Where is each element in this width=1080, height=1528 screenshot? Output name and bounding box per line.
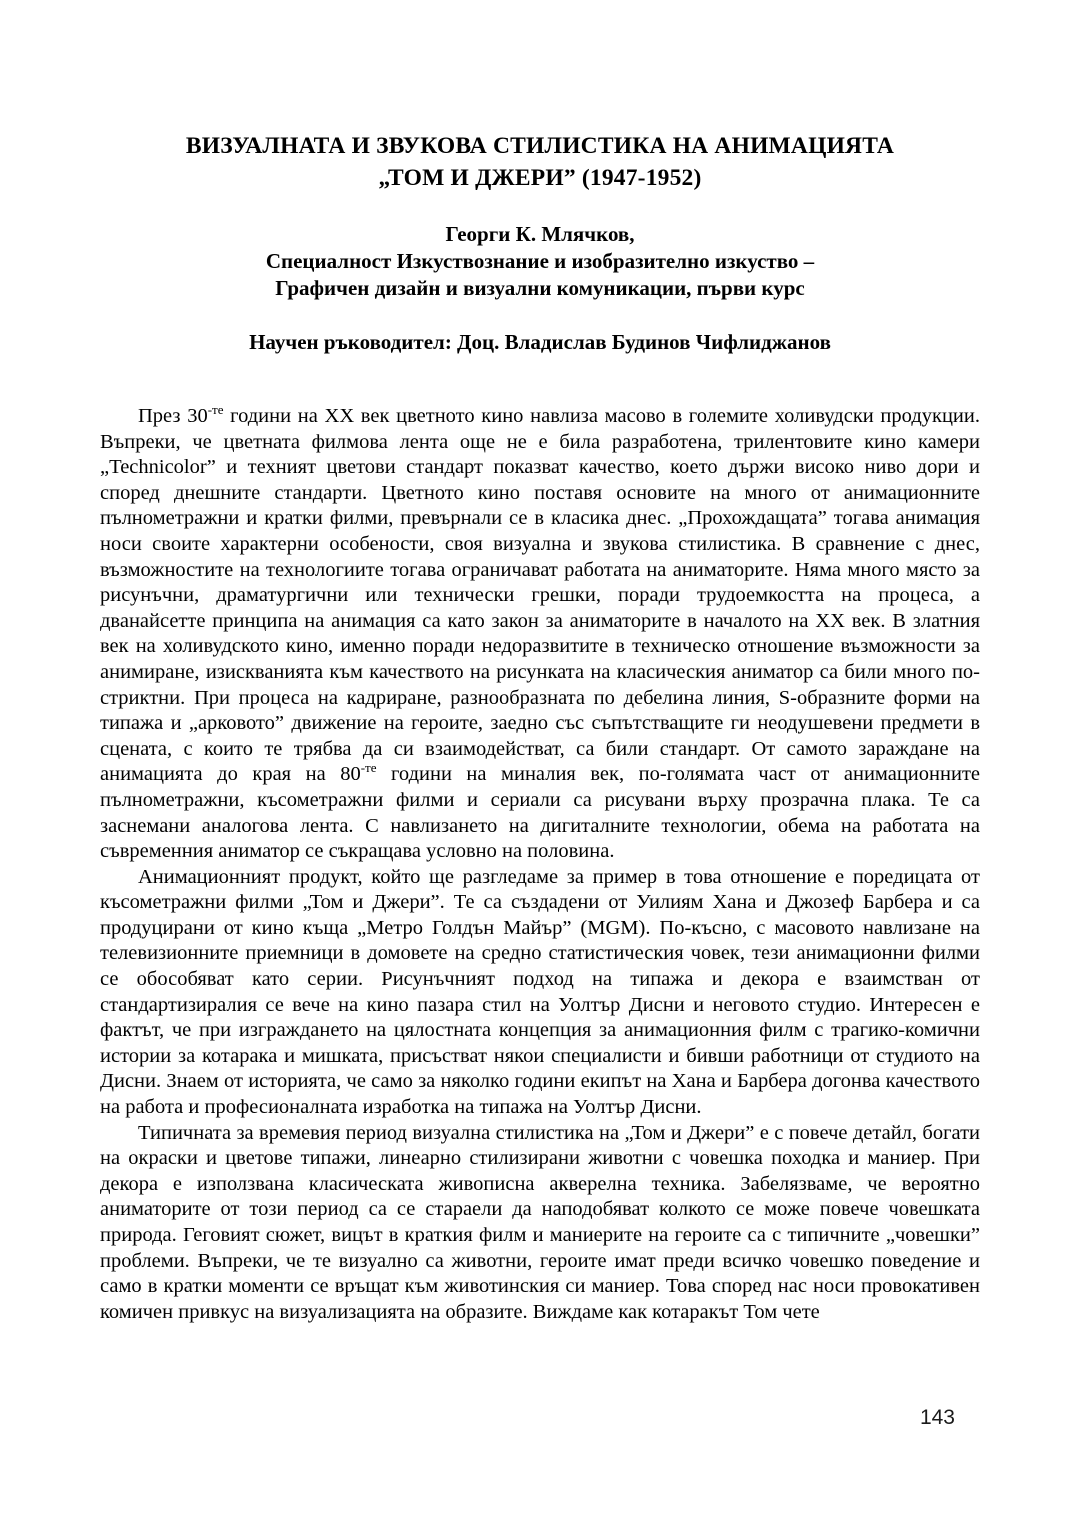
paragraph-1-text: години на ХХ век цветното кино навлиза масово в големите холивудски продукции. Въпреки, че цветната филмова лента още не е била разработена, трилентовите кино камери „Technicolor” и техният цветови стандарт показват качество, което държи високо ниво дори и според днешните стандарти. Цветното кино поставя основите на много от анимационните пълнометражни и кратки филми, превърнали се в класика днес. „Прохождащата” тогава анимация носи своите характерни особености, своя визуална и звукова стилистика. В сравнение с днес, възможностите на технологиите тогава ограничават работата на аниматорите. Няма много място за рисунъчни, драматургични или технически грешки, поради трудоемкостта на процеса, а дванайсетте принципа на анимация са като закон за аниматорите в началото на ХХ век. В златния век на холивудското кино, именно поради недоразвитите в техническо отношение възможности за анимиране, изискванията към качеството на рисунката на класическия аниматор са били много по-стриктни. При процеса на кадриране, разнообразната по дебелина линия, S-образните форми на типажа и „арковото” движение на героите, заедно със съпътстващите ги неодушевени предмети в сцената, с които те трябва да си взаимодействат, са били стандарт. От самото зараждане на анимацията до края на 80 — [100, 405, 980, 786]
page-title — [100, 130, 980, 194]
affiliation-line-1: Специалност Изкуствознание и изобразително изкуство – — [265, 249, 815, 273]
page-content — [100, 0, 980, 1325]
paragraph-3: Типичната за времевия период визуална стилистика на „Том и Джери” е с повече детайл, богати на окраски и цветове типажи, линеарно стилизирани животни с човешка походка и маниер. При декора е използвана класическата живописна акверелна техника. Забелязваме, че вероятно аниматорите от този период са се стараели да наподобяват колкото се може повече човешката природа. Геговият сюжет, вицът в краткия филм и маниерите на героите са с типичните „човешки” проблеми. Въпреки, че те визуално са животни, героите имат преди всичко човешко поведение и само в кратки моменти се връщат към животинския си маниер. Това според нас носи провокативен комичен привкус на визуализацията на образите. Виждаме как котаракът Том чете — [100, 1121, 980, 1323]
affiliation-line-2: Графичен дизайн и визуални комуникации, първи курс — [275, 276, 805, 300]
paragraph-1-text: години на миналия век, по-голямата част от анимационните пълнометражни, късометражни филми и сериали са рисувани върху прозрачна плака. Те са заснемани аналогова лента. С навлизането на дигиталните технологии, обема на работата на съвременния аниматор се съкращава условно на половина. — [100, 763, 981, 863]
article-body — [100, 404, 980, 1325]
paragraph-1 — [100, 404, 980, 865]
superscript-te-2: -те — [360, 760, 377, 776]
paragraph-2: Анимационният продукт, който ще разгледаме за пример в това отношение е поредицата от късометражни филми „Том и Джери”. Те са създадени от Уилиям Хана и Джозеф Барбера и са продуцирани от кино къща „Метро Голдън Майър” (MGM). По-късно, с масовото навлизане на телевизионните приемници в домовете на средно статистическия човек, тези анимационни филми се обособяват като серии. Рисунъчният подход на типажа и декора е взаимстван от стандартизиралия се вече на кино пазара стил на Уолтър Дисни и неговото студио. Интересен е фактът, че при изграждането на цялостната концепция за анимационния филм с трагико-комични истории за котарака и мишката, присъстват някои специалисти и бивши работници от студиото на Дисни. Знаем от историята, че само за няколко години екипът на Хана и Барбера догонва качеството на работа и професионалната изработка на типажа на Уолтър Дисни. — [100, 865, 980, 1119]
superscript-te-1: -те — [207, 402, 224, 418]
page-number: 143 — [919, 1406, 955, 1429]
author-name: Георги К. Млячков, — [445, 222, 635, 246]
title-line-1: ВИЗУАЛНАТА И ЗВУКОВА СТИЛИСТИКА НА АНИМАЦИЯТА — [185, 133, 895, 159]
title-line-2: „ТОМ И ДЖЕРИ” (1947-1952) — [378, 165, 702, 191]
author-block — [100, 221, 980, 302]
paragraph-1-text: През 30 — [138, 405, 208, 427]
supervisor-line: Научен ръководител: Доц. Владислав Будинов Чифлиджанов — [249, 330, 831, 354]
